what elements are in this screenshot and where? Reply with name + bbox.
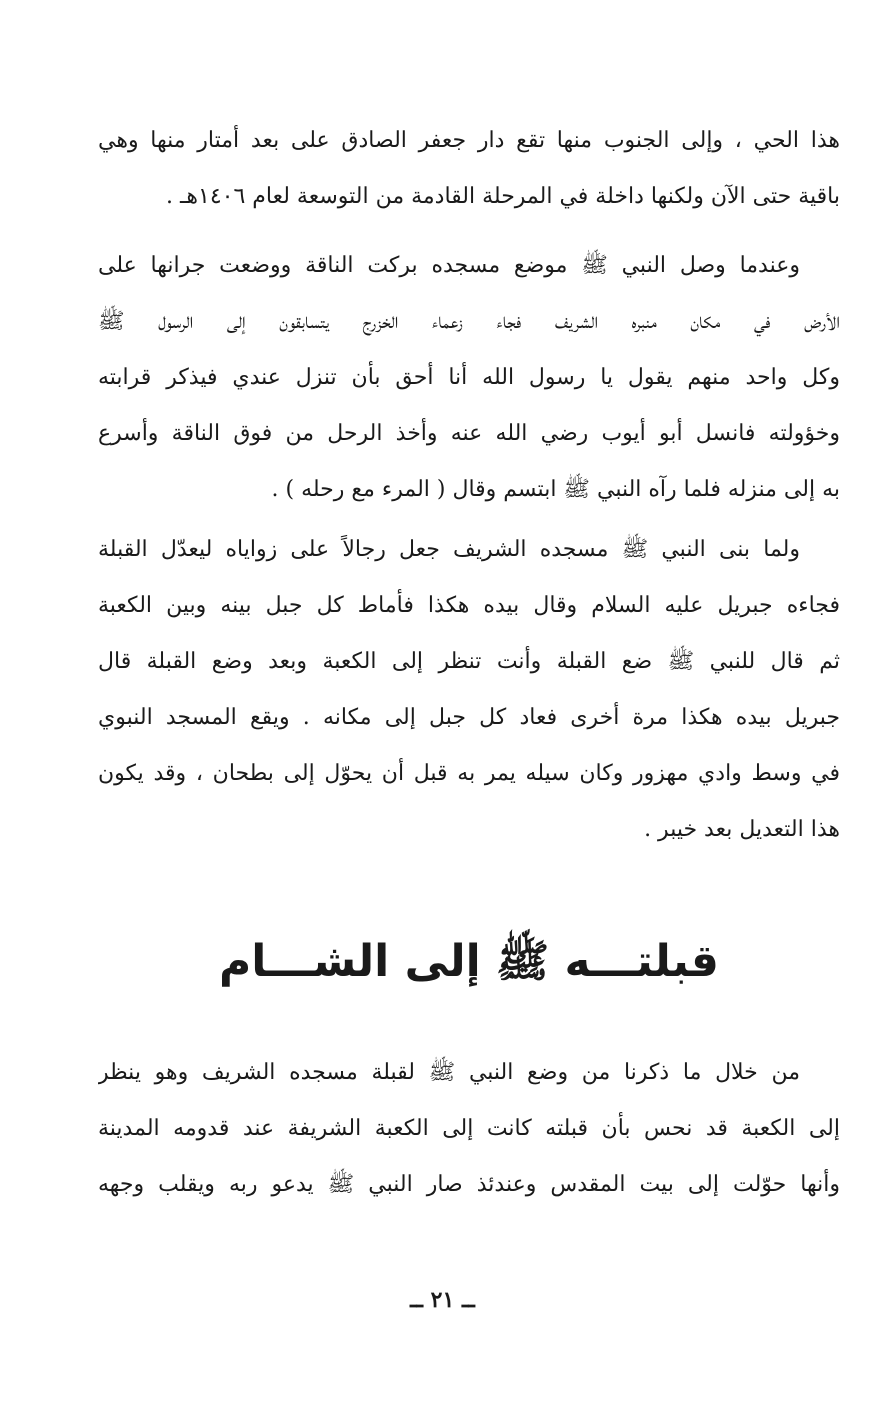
text-line: فجاءه جبريل عليه السلام وقال بيده هكذا فأماط كل جبل بينه وبين الكعبة — [98, 593, 840, 618]
section-heading: قبلتـــه ﷺ إلى الشـــام — [219, 936, 719, 987]
text-line: من خلال ما ذكرنا من وضع النبي ﷺ لقبلة مسجده الشريف وهو ينظر — [98, 1060, 800, 1085]
text-line: إلى الكعبة قد نحس بأن قبلته كانت إلى الكعبة الشريفة عند قدومه المدينة — [98, 1116, 840, 1141]
page-number: ــ ٢١ ــ — [410, 1287, 475, 1313]
paragraph-1 — [98, 113, 840, 225]
text-line: باقية حتى الآن ولكنها داخلة في المرحلة القادمة من التوسعة لعام ١٤٠٦هـ . — [165, 184, 840, 209]
text-line: وأنها حوّلت إلى بيت المقدس وعندئذ صار النبي ﷺ يدعو ربه ويقلب وجهه — [98, 1172, 840, 1197]
text-line: جبريل بيده هكذا مرة أخرى فعاد كل جبل إلى مكانه . ويقع المسجد النبوي — [98, 705, 840, 730]
paragraph-2 — [98, 238, 840, 518]
text-line: ولما بنى النبي ﷺ مسجده الشريف جعل رجالاً على زواياه ليعدّل القبلة — [98, 537, 800, 562]
text-line: هذا التعديل بعد خيبر . — [644, 817, 840, 842]
text-line: وعندما وصل النبي ﷺ موضع مسجده بركت الناقة ووضعت جرانها على — [98, 253, 800, 278]
text-line: وكل واحد منهم يقول يا رسول الله أنا أحق بأن تنزل عندي فيذكر قرابته — [98, 365, 840, 390]
paragraph-3 — [98, 522, 840, 858]
text-line: ثم قال للنبي ﷺ ضع القبلة وأنت تنظر إلى الكعبة وبعد وضع القبلة قال — [98, 649, 840, 674]
text-line: في وسط وادي مهزور وكان سيله يمر به قبل أن يحوّل إلى بطحان ، وقد يكون — [98, 761, 840, 786]
text-line: به إلى منزله فلما رآه النبي ﷺ ابتسم وقال ( المرء مع رحله ) . — [271, 477, 840, 502]
paragraph-4 — [98, 1045, 840, 1213]
text-line: الأرض في مكان منبره الشريف فجاء زعماء الخزرج يتسابقون إلى الرسول ﷺ — [98, 309, 840, 334]
text-line: هذا الحي ، وإلى الجنوب منها تقع دار جعفر الصادق على بعد أمتار منها وهي — [98, 128, 840, 153]
text-line: وخؤولته فانسل أبو أيوب رضي الله عنه وأخذ الرحل من فوق الناقة وأسرع — [98, 421, 840, 446]
